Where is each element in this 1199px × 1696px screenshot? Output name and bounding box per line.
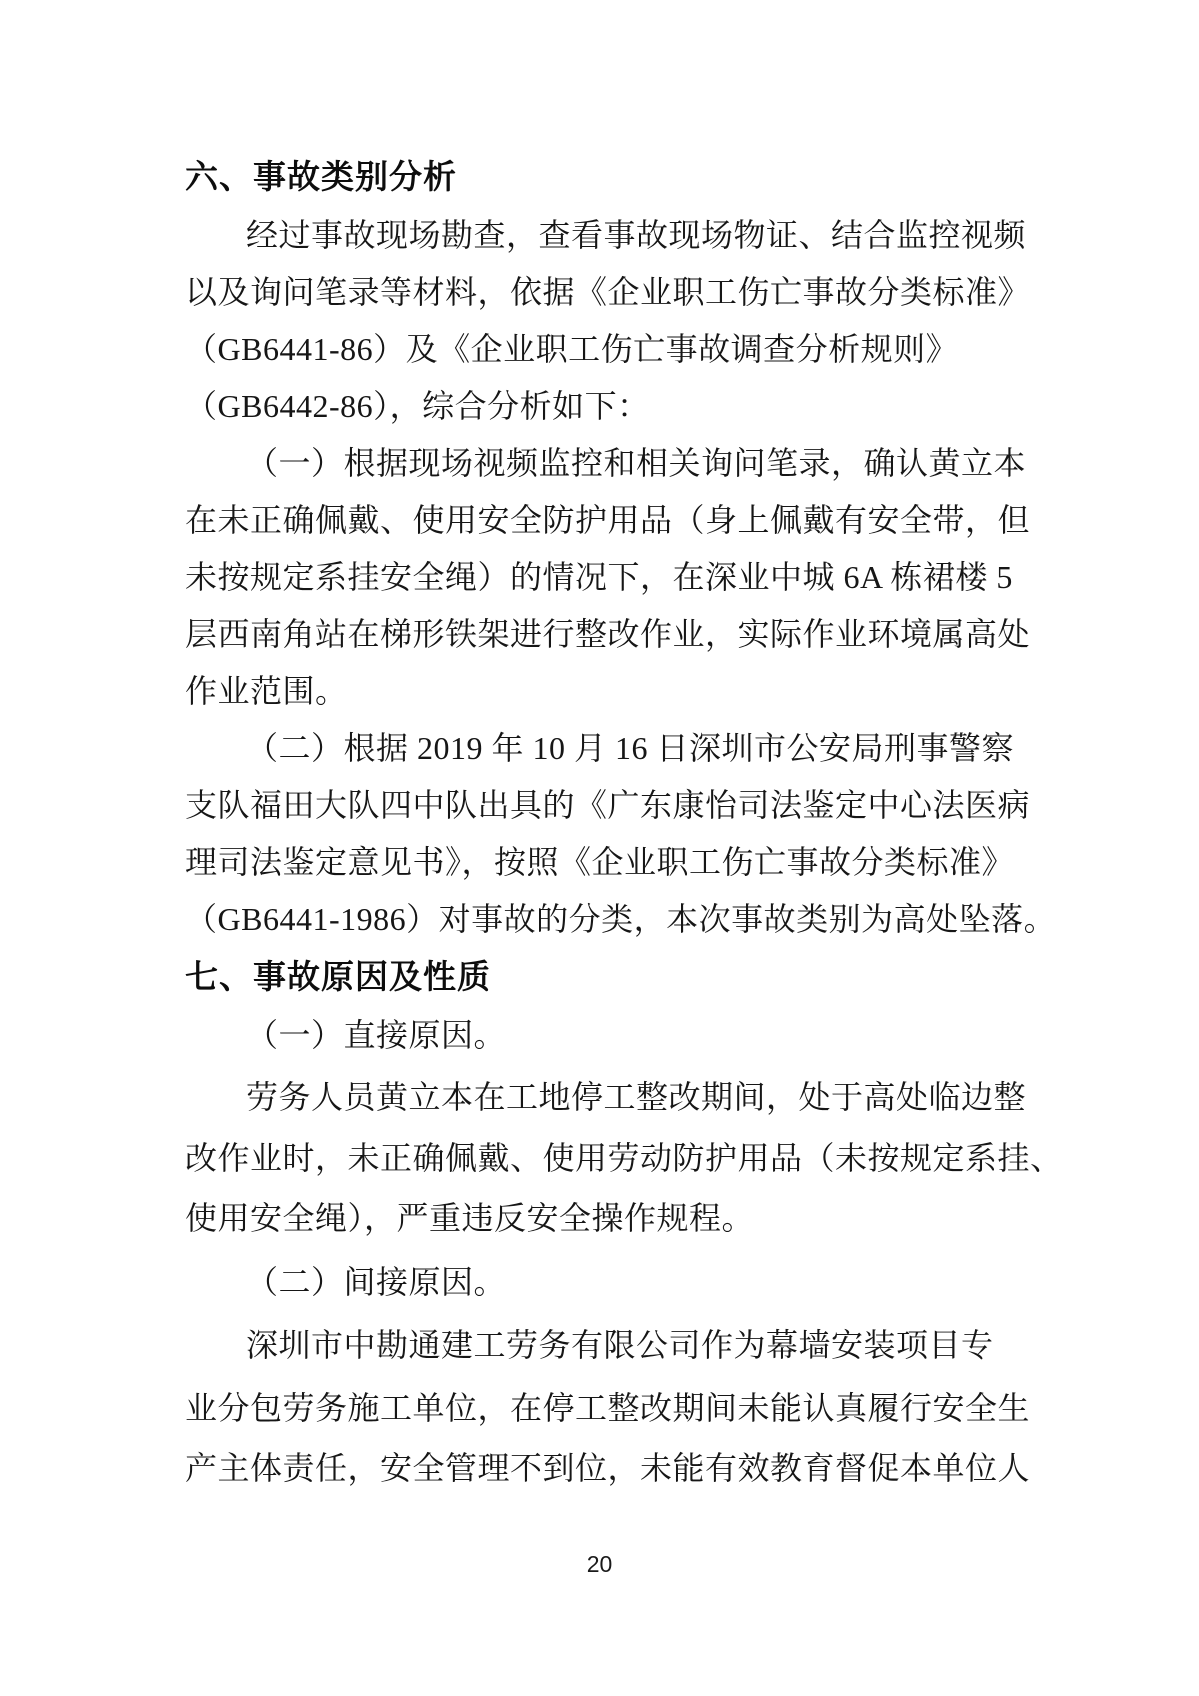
body-line: 劳务人员黄立本在工地停工整改期间，处于高处临边整	[246, 1079, 1027, 1115]
body-line: 使用安全绳），严重违反安全操作规程。	[185, 1200, 755, 1236]
body-line: 作业范围。	[185, 673, 348, 709]
body-line: 产主体责任，安全管理不到位，未能有效教育督促本单位人	[185, 1450, 1031, 1486]
body-line: 未按规定系挂安全绳）的情况下，在深业中城 6A 栋裙楼 5	[185, 559, 1013, 595]
body-line: （一）根据现场视频监控和相关询问笔录，确认黄立本	[246, 445, 1027, 481]
body-line: （一）直接原因。	[246, 1017, 507, 1053]
body-line: 改作业时，未正确佩戴、使用劳动防护用品（未按规定系挂、	[185, 1140, 1063, 1176]
body-line: 经过事故现场勘查，查看事故现场物证、结合监控视频	[246, 217, 1027, 253]
section-heading-7: 七、事故原因及性质	[185, 958, 491, 995]
body-line: （GB6441-1986）对事故的分类，本次事故类别为高处坠落。	[185, 901, 1057, 937]
page-number: 20	[586, 1551, 613, 1577]
body-line: 支队福田大队四中队出具的《广东康怡司法鉴定中心法医病	[185, 787, 1031, 823]
body-line: （二）间接原因。	[246, 1264, 507, 1300]
body-line: 以及询问笔录等材料，依据《企业职工伤亡事故分类标准》	[185, 274, 1031, 310]
section-heading-6: 六、事故类别分析	[185, 158, 457, 195]
body-line: 层西南角站在梯形铁架进行整改作业，实际作业环境属高处	[185, 616, 1031, 652]
body-line: （GB6442-86），综合分析如下：	[185, 388, 650, 424]
body-line: 理司法鉴定意见书》，按照《企业职工伤亡事故分类标准》	[185, 844, 1015, 880]
body-line: （GB6441-86）及《企业职工伤亡事故调查分析规则》	[185, 331, 959, 367]
body-line: 业分包劳务施工单位，在停工整改期间未能认真履行安全生	[185, 1390, 1031, 1426]
body-line: 在未正确佩戴、使用安全防护用品（身上佩戴有安全带，但	[185, 502, 1031, 538]
body-line: 深圳市中勘通建工劳务有限公司作为幕墙安装项目专	[246, 1327, 994, 1363]
body-line: （二）根据 2019 年 10 月 16 日深圳市公安局刑事警察	[246, 730, 1015, 766]
